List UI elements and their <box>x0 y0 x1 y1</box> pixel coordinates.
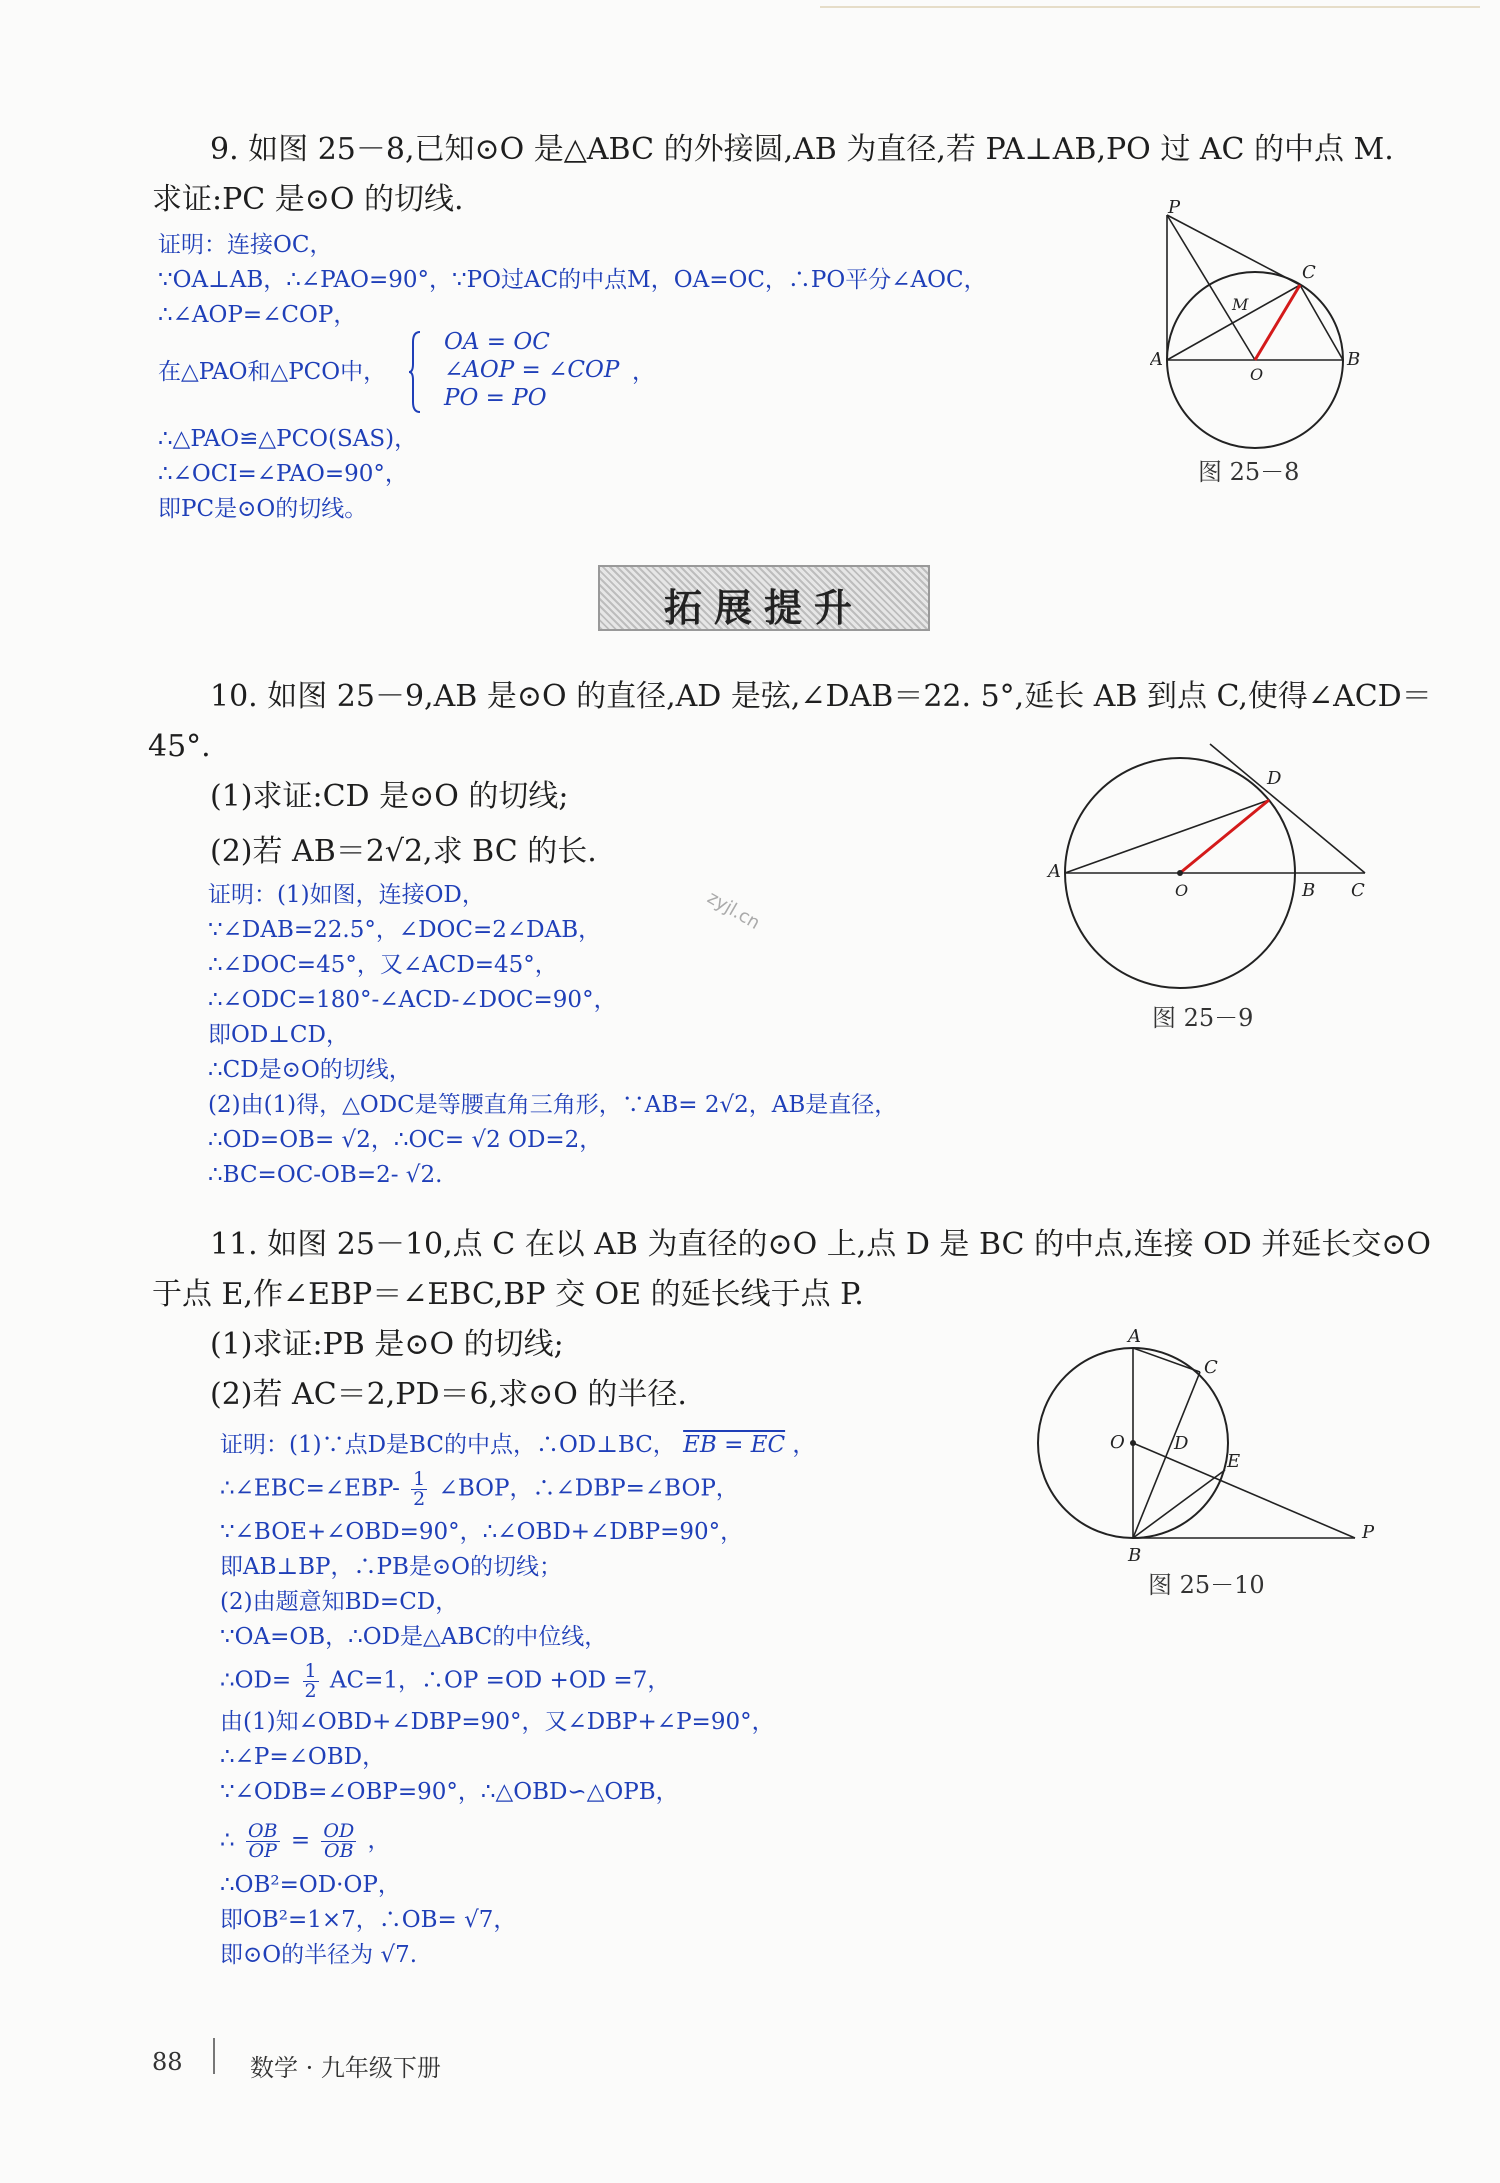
answer-line: 即OD⊥CD， <box>208 1022 349 1048</box>
fig10-label: P <box>1362 1522 1375 1543</box>
system-line: PO = PO <box>444 385 547 411</box>
answer-line: ∴BC=OC-OB=2- √2. <box>208 1162 443 1188</box>
answer-text: ∴OD= <box>220 1667 292 1694</box>
q11-answer-end <box>220 1868 516 1973</box>
q11-part1: (1)求证:PB 是⊙O 的切线; <box>210 1327 564 1362</box>
fig8-label: M <box>1232 295 1249 314</box>
answer-line: 即OB²=1×7，∴OB= √7， <box>220 1907 517 1933</box>
answer-line: (2)由题意知BD=CD， <box>220 1589 459 1615</box>
fig10-label: C <box>1204 1357 1218 1378</box>
answer-line: ∵∠DAB=22.5°，∠DOC=2∠DAB， <box>208 917 602 943</box>
answer-line: 由(1)知∠OBD+∠DBP=90°，又∠DBP+∠P=90°， <box>220 1709 775 1735</box>
q9-system-prefix: 在△PAO和△PCO中， <box>158 359 387 385</box>
fig10-label: O <box>1110 1432 1125 1453</box>
answer-line: ∴∠P=∠OBD， <box>220 1744 386 1770</box>
fraction: $\frac{OB}{OP}$ <box>247 1820 278 1862</box>
fig9-label: D <box>1267 768 1282 789</box>
answer-line: ∴OD=OB= √2，∴OC= √2 OD=2， <box>208 1127 603 1153</box>
q9-answer <box>158 228 987 333</box>
answer-text: ∴∠EBC=∠EBP- <box>220 1475 400 1502</box>
page-number: 88 <box>152 2048 183 2076</box>
answer-text: AC=1，∴OP =OD +OD =7， <box>329 1667 671 1694</box>
q11-line2: 于点 E,作∠EBP＝∠EBC,BP 交 OE 的延长线于点 P. <box>152 1277 864 1312</box>
figure-25-10-caption: 图 25－10 <box>1148 1571 1265 1599</box>
q11-part2: (2)若 AC＝2,PD＝6,求⊙O 的半径. <box>210 1377 687 1412</box>
q9-system-suffix: ， <box>632 359 655 385</box>
q11-answer-line2 <box>220 1470 739 1509</box>
answer-line: ∴∠ODC=180°-∠ACD-∠DOC=90°， <box>208 987 617 1013</box>
fig10-label: B <box>1128 1545 1142 1565</box>
answer-line: ∴∠OCI=∠PAO=90°， <box>158 461 408 487</box>
fig8-label: O <box>1250 365 1264 384</box>
q9-line1: 9. 如图 25－8,已知⊙O 是△ABC 的外接圆,AB 为直径,若 PA⊥AB,PO 过 AC 的中点 M. <box>210 132 1394 167</box>
figure-25-8 <box>1150 200 1380 470</box>
book-title: 数学 · 九年级下册 <box>250 2054 441 2082</box>
answer-line: (2)由(1)得，△ODC是等腰直角三角形，∵AB= 2√2，AB是直径， <box>208 1092 898 1118</box>
answer-text: ∠BOP，∴∠DBP=∠BOP， <box>438 1475 739 1502</box>
answer-line: ∵OA=OB，∴OD是△ABC的中位线， <box>220 1624 608 1650</box>
fraction: $\frac{OD}{OB}$ <box>323 1820 355 1862</box>
q11-answer-line1 <box>220 1428 815 1463</box>
answer-text: ， <box>367 1827 391 1854</box>
section-banner <box>598 565 930 631</box>
answer-text: 证明：(1)∵点D是BC的中点，∴OD⊥BC， <box>220 1432 676 1458</box>
q11-answer-mid2 <box>220 1705 775 1810</box>
fraction: $\frac{1}{2}$ <box>304 1660 317 1702</box>
q11-line1: 11. 如图 25－10,点 C 在以 AB 为直径的⊙O 上,点 D 是 BC 的中点,连接 OD 并延长交⊙O <box>210 1227 1432 1262</box>
figure-25-9 <box>1045 738 1375 998</box>
q9-answer-2 <box>158 422 417 527</box>
q10-answer <box>208 878 897 1193</box>
fig10-label: D <box>1174 1433 1189 1454</box>
section-banner-title: 拓展提升 <box>663 585 864 630</box>
answer-line: ∵∠ODB=∠OBP=90°，∴△OBD∽△OPB， <box>220 1779 679 1805</box>
answer-text: ∴ <box>220 1827 235 1854</box>
fig10-label: E <box>1227 1451 1241 1472</box>
fig10-label: A <box>1128 1326 1141 1347</box>
system-line: OA = OC <box>444 329 550 355</box>
answer-line: ∴CD是⊙O的切线， <box>208 1057 412 1083</box>
q10-part1: (1)求证:CD 是⊙O 的切线; <box>210 779 569 814</box>
figure-25-9-caption: 图 25－9 <box>1152 1004 1254 1032</box>
q10-line2: 45°. <box>148 729 211 764</box>
answer-line: 证明：(1)如图，连接OD， <box>208 882 485 908</box>
answer-line: 即⊙O的半径为 √7. <box>220 1942 418 1968</box>
fraction: $\frac{1}{2}$ <box>413 1468 426 1510</box>
answer-line: ∴OB²=OD·OP， <box>220 1872 401 1898</box>
q10-line1: 10. 如图 25－9,AB 是⊙O 的直径,AD 是弦,∠DAB＝22. 5°,延长 AB 到点 C,使得∠ACD＝ <box>210 679 1432 714</box>
fig8-label: P <box>1168 200 1181 218</box>
answer-text: = <box>290 1827 311 1854</box>
q11-answer-line4 <box>220 1822 391 1861</box>
answer-line: 即AB⊥BP，∴PB是⊙O的切线； <box>220 1554 563 1580</box>
fig8-label: B <box>1347 349 1361 370</box>
answer-line: 证明：连接OC， <box>158 232 333 258</box>
figure-25-10 <box>1030 1325 1400 1565</box>
answer-line: ∴∠DOC=45°，又∠ACD=45°， <box>208 952 558 978</box>
q10-part2: (2)若 AB＝2√2,求 BC 的长. <box>210 834 597 869</box>
q9-line2: 求证:PC 是⊙O 的切线. <box>152 182 464 217</box>
fig9-label: B <box>1302 880 1316 901</box>
fig9-label: C <box>1351 880 1365 901</box>
q9-equation-system <box>412 328 619 412</box>
answer-line: ∵OA⊥AB，∴∠PAO=90°，∵PO过AC的中点M，OA=OC，∴PO平分∠AOC， <box>158 267 987 293</box>
footer-divider <box>213 2038 215 2074</box>
answer-line: 即PC是⊙O的切线。 <box>158 496 368 522</box>
q11-answer-mid <box>220 1515 743 1655</box>
fig8-label: C <box>1302 262 1316 283</box>
answer-text: ， <box>792 1432 816 1458</box>
q11-answer-line3 <box>220 1662 670 1701</box>
fig8-label: A <box>1150 349 1163 370</box>
fig9-label: O <box>1175 881 1189 900</box>
fig9-label: A <box>1048 861 1061 882</box>
system-line: ∠AOP = ∠COP <box>444 357 620 383</box>
arc-equality: EB = EC <box>683 1432 786 1458</box>
watermark: zyjl.cn <box>703 887 764 934</box>
figure-25-8-caption: 图 25－8 <box>1198 458 1300 486</box>
answer-line: ∵∠BOE+∠OBD=90°，∴∠OBD+∠DBP=90°， <box>220 1519 744 1545</box>
top-decorative-line <box>820 6 1480 8</box>
answer-line: ∴△PAO≌△PCO(SAS)， <box>158 426 418 452</box>
answer-line: ∴∠AOP=∠COP， <box>158 302 357 328</box>
